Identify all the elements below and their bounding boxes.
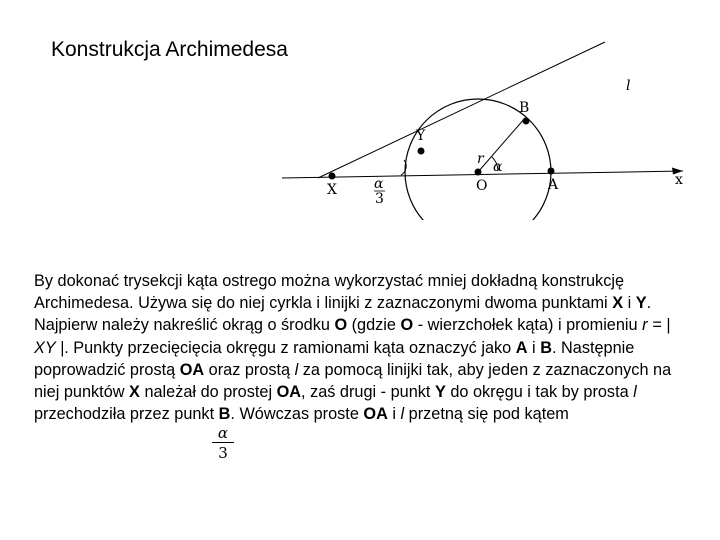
point-y <box>418 148 425 155</box>
point-o <box>475 169 482 176</box>
label-r: r <box>477 151 484 167</box>
label-x-axis: x <box>675 172 683 188</box>
fraction-alpha-over-3 <box>212 425 234 462</box>
label-l: l <box>626 78 631 94</box>
fraction-denominator: 3 <box>218 444 228 462</box>
label-b: B <box>519 100 530 116</box>
label-o: O <box>476 178 488 194</box>
description-paragraph: By dokonać trysekcji kąta ostrego można wykorzystać mniej dokładną konstrukcję Archimedesa. Używa się do niej cyrkla i linijki z zaznaczonymi dwoma punktami X i Y. Najpierw należy nakreślić okrąg o środku O (gdzie O - wierzchołek kąta) i promieniu r = | XY |. Punkty przecięcięcia okręgu z ramionami kąta oznaczyć jako A i B. Następnie poprowadzić prostą OA oraz prostą l za pomocą linijki tak, aby jeden z zaznaczonych na niej punktów X należał do prostej OA, zaś drugi - punkt Y do okręgu i tak by prosta l przechodziła przez punkt B. Wówczas proste OA i l przetną się pod kątem <box>34 272 672 424</box>
label-x-point: X <box>327 182 337 198</box>
point-b <box>523 118 530 125</box>
point-x <box>329 173 336 180</box>
page-title: Konstrukcja Archimedesa <box>51 38 288 61</box>
fraction-numerator: α <box>217 424 229 442</box>
archimedes-construction-figure <box>270 40 700 220</box>
label-alpha-third-den: 3 <box>375 191 384 207</box>
label-a: A <box>548 177 559 193</box>
line-l <box>318 42 605 178</box>
axis-line-ox <box>282 171 683 178</box>
label-alpha: α <box>493 159 503 175</box>
label-alpha-third-num: α <box>374 176 384 192</box>
point-a <box>548 168 555 175</box>
label-y: Y <box>416 128 426 144</box>
fraction-bar <box>212 442 234 443</box>
